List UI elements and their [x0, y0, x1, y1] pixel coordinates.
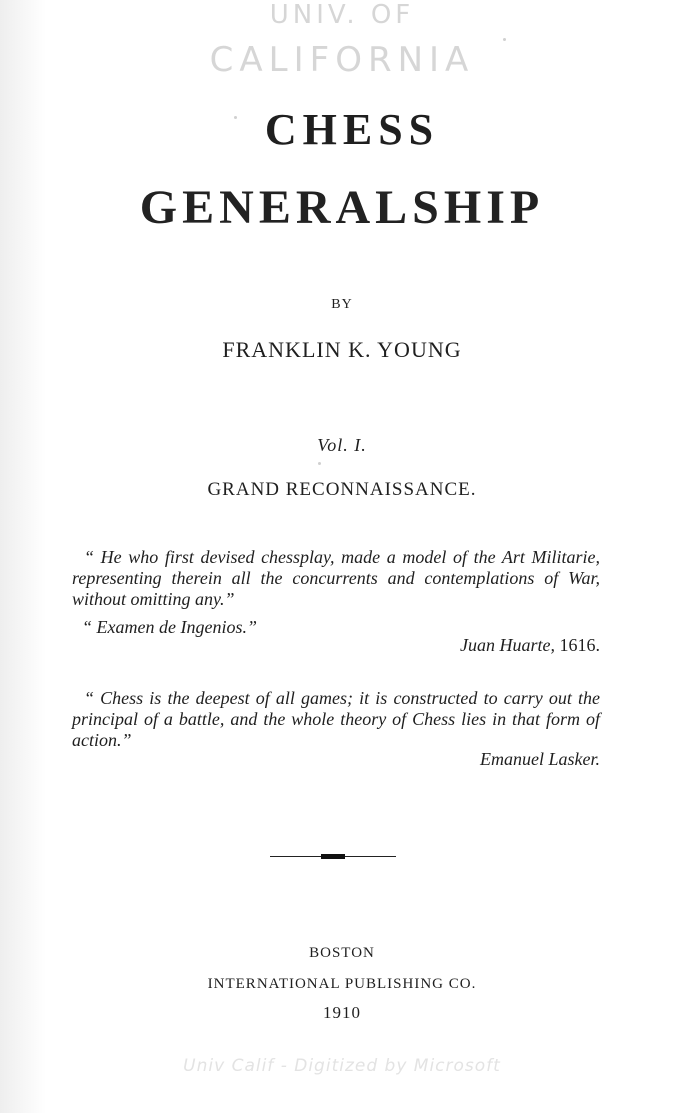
imprint-city: BOSTON — [309, 945, 375, 961]
title-line2: GENERALSHIP — [139, 181, 545, 234]
ink-speck — [503, 38, 506, 41]
ink-speck — [318, 462, 321, 465]
epigraph-huarte-author: Juan Huarte, — [460, 635, 555, 655]
epigraph-huarte-attribution — [72, 634, 600, 656]
imprint-publisher: INTERNATIONAL PUBLISHING CO. — [207, 976, 477, 992]
digitization-watermark: Univ Calif - Digitized by Microsoft — [183, 1056, 501, 1076]
library-stamp-line1: UNIV. OF — [269, 0, 415, 30]
volume-subtitle: GRAND RECONNAISSANCE. — [207, 479, 477, 500]
byline-label: BY — [331, 297, 353, 312]
epigraph-huarte-text: “ He who first devised chessplay, made a model of the Art Militarie, representing therein all the concurrents and contemplations of War, without omitting any.” — [72, 547, 600, 609]
library-stamp-line2: CALIFORNIA — [209, 40, 475, 80]
ornamental-rule-center — [321, 854, 345, 859]
epigraph-huarte-year: 1616. — [559, 635, 600, 655]
ink-speck — [234, 116, 237, 119]
imprint-year: 1910 — [323, 1003, 361, 1022]
author-name: FRANKLIN K. YOUNG — [222, 337, 462, 362]
epigraph-huarte-source: “ Examen de Ingenios.” — [82, 617, 257, 637]
title-line1: CHESS — [264, 105, 440, 154]
volume-label: Vol. I. — [317, 435, 367, 455]
epigraph-lasker-author: Emanuel Lasker. — [480, 749, 600, 769]
epigraph-lasker-text: “ Chess is the deepest of all games; it is constructed to carry out the principal of a battle, and the whole theory of Chess lies in that form of action.” — [72, 688, 600, 750]
